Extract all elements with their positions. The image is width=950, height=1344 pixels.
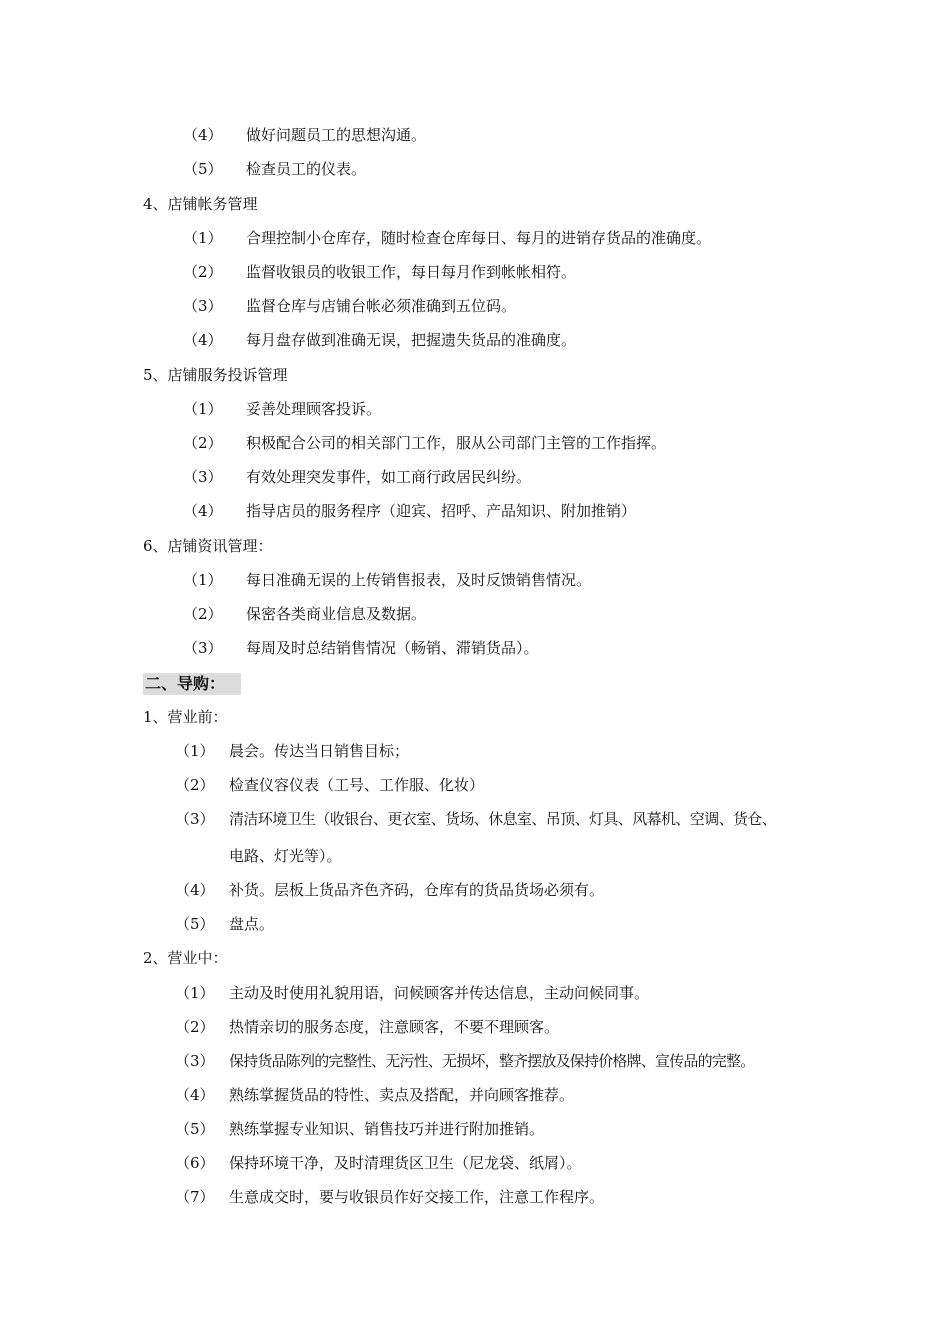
item-number: （5） bbox=[175, 915, 215, 933]
item-number: （2） bbox=[175, 776, 215, 794]
item-text: 主动及时使用礼貌用语，问候顾客并传达信息，主动问候同事。 bbox=[229, 984, 650, 1002]
item-text: 监督收银员的收银工作，每日每月作到帐帐相符。 bbox=[246, 263, 577, 281]
item-number: （1） bbox=[183, 400, 223, 418]
item-number: （3） bbox=[183, 639, 223, 657]
item-text: 保持货品陈列的完整性、无污性、无损坏，整齐摆放及保持价格牌、宣传品的完整。 bbox=[229, 1052, 755, 1070]
item-text: 保持环境干净，及时清理货区卫生（尼龙袋、纸屑）。 bbox=[229, 1154, 582, 1172]
item-number: （5） bbox=[175, 1120, 215, 1138]
item-number: （2） bbox=[183, 263, 223, 281]
section-heading: 1、营业前： bbox=[143, 708, 228, 726]
item-number: （4） bbox=[183, 331, 223, 349]
item-text: 熟练掌握货品的特性、卖点及搭配，并向顾客推荐。 bbox=[229, 1086, 575, 1104]
item-number: （1） bbox=[175, 742, 215, 760]
item-number: （4） bbox=[175, 1086, 215, 1104]
section-heading: 4、店铺帐务管理 bbox=[143, 195, 258, 213]
item-number: （5） bbox=[183, 160, 223, 178]
item-text: 每周及时总结销售情况（畅销、滞销货品）。 bbox=[246, 639, 539, 657]
item-number: （2） bbox=[183, 605, 223, 623]
item-number: （1） bbox=[183, 229, 223, 247]
item-number: （7） bbox=[175, 1188, 215, 1206]
item-text: 保密各类商业信息及数据。 bbox=[246, 605, 427, 623]
item-text: 合理控制小仓库存，随时检查仓库每日、每月的进销存货品的准确度。 bbox=[246, 229, 712, 247]
section-heading: 5、店铺服务投诉管理 bbox=[143, 366, 288, 384]
item-number: （4） bbox=[183, 126, 223, 144]
item-text: 每日准确无误的上传销售报表，及时反馈销售情况。 bbox=[246, 571, 592, 589]
item-text: 检查员工的仪表。 bbox=[246, 160, 367, 178]
section-heading: 2、营业中： bbox=[143, 949, 228, 967]
item-number: （2） bbox=[183, 434, 223, 452]
item-number: （3） bbox=[175, 810, 215, 828]
item-number: （3） bbox=[175, 1052, 215, 1070]
item-number: （4） bbox=[175, 881, 215, 899]
item-text: 晨会。传达当日销售目标； bbox=[229, 742, 410, 760]
item-text-continued: 电路、灯光等）。 bbox=[229, 847, 342, 865]
item-number: （1） bbox=[183, 571, 223, 589]
item-text: 妥善处理顾客投诉。 bbox=[246, 400, 382, 418]
item-number: （2） bbox=[175, 1018, 215, 1036]
item-number: （4） bbox=[183, 502, 223, 520]
item-text: 每月盘存做到准确无误，把握遗失货品的准确度。 bbox=[246, 331, 577, 349]
item-text: 指导店员的服务程序（迎宾、招呼、产品知识、附加推销） bbox=[246, 502, 637, 520]
item-number: （6） bbox=[175, 1154, 215, 1172]
item-number: （3） bbox=[183, 468, 223, 486]
item-number: （3） bbox=[183, 297, 223, 315]
item-text: 熟练掌握专业知识、销售技巧并进行附加推销。 bbox=[229, 1120, 545, 1138]
item-text: 检查仪容仪表（工号、工作服、化妆） bbox=[229, 776, 485, 794]
item-text: 清洁环境卫生（收银台、更衣室、货场、休息室、吊顶、灯具、风幕机、空调、货仓、 bbox=[229, 810, 777, 828]
item-text: 生意成交时，要与收银员作好交接工作，注意工作程序。 bbox=[229, 1188, 605, 1206]
section-heading: 6、店铺资讯管理： bbox=[143, 537, 273, 555]
item-text: 有效处理突发事件，如工商行政居民纠纷。 bbox=[246, 468, 532, 486]
item-number: （1） bbox=[175, 984, 215, 1002]
item-text: 热情亲切的服务态度，注意顾客，不要不理顾客。 bbox=[229, 1018, 560, 1036]
item-text: 监督仓库与店铺台帐必须准确到五位码。 bbox=[246, 297, 517, 315]
item-text: 盘点。 bbox=[229, 915, 275, 933]
part-title: 二、导购： bbox=[143, 673, 241, 695]
item-text: 做好问题员工的思想沟通。 bbox=[246, 126, 427, 144]
item-text: 补货。层板上货品齐色齐码，仓库有的货品货场必须有。 bbox=[229, 881, 605, 899]
item-text: 积极配合公司的相关部门工作，服从公司部门主管的工作指挥。 bbox=[246, 434, 667, 452]
